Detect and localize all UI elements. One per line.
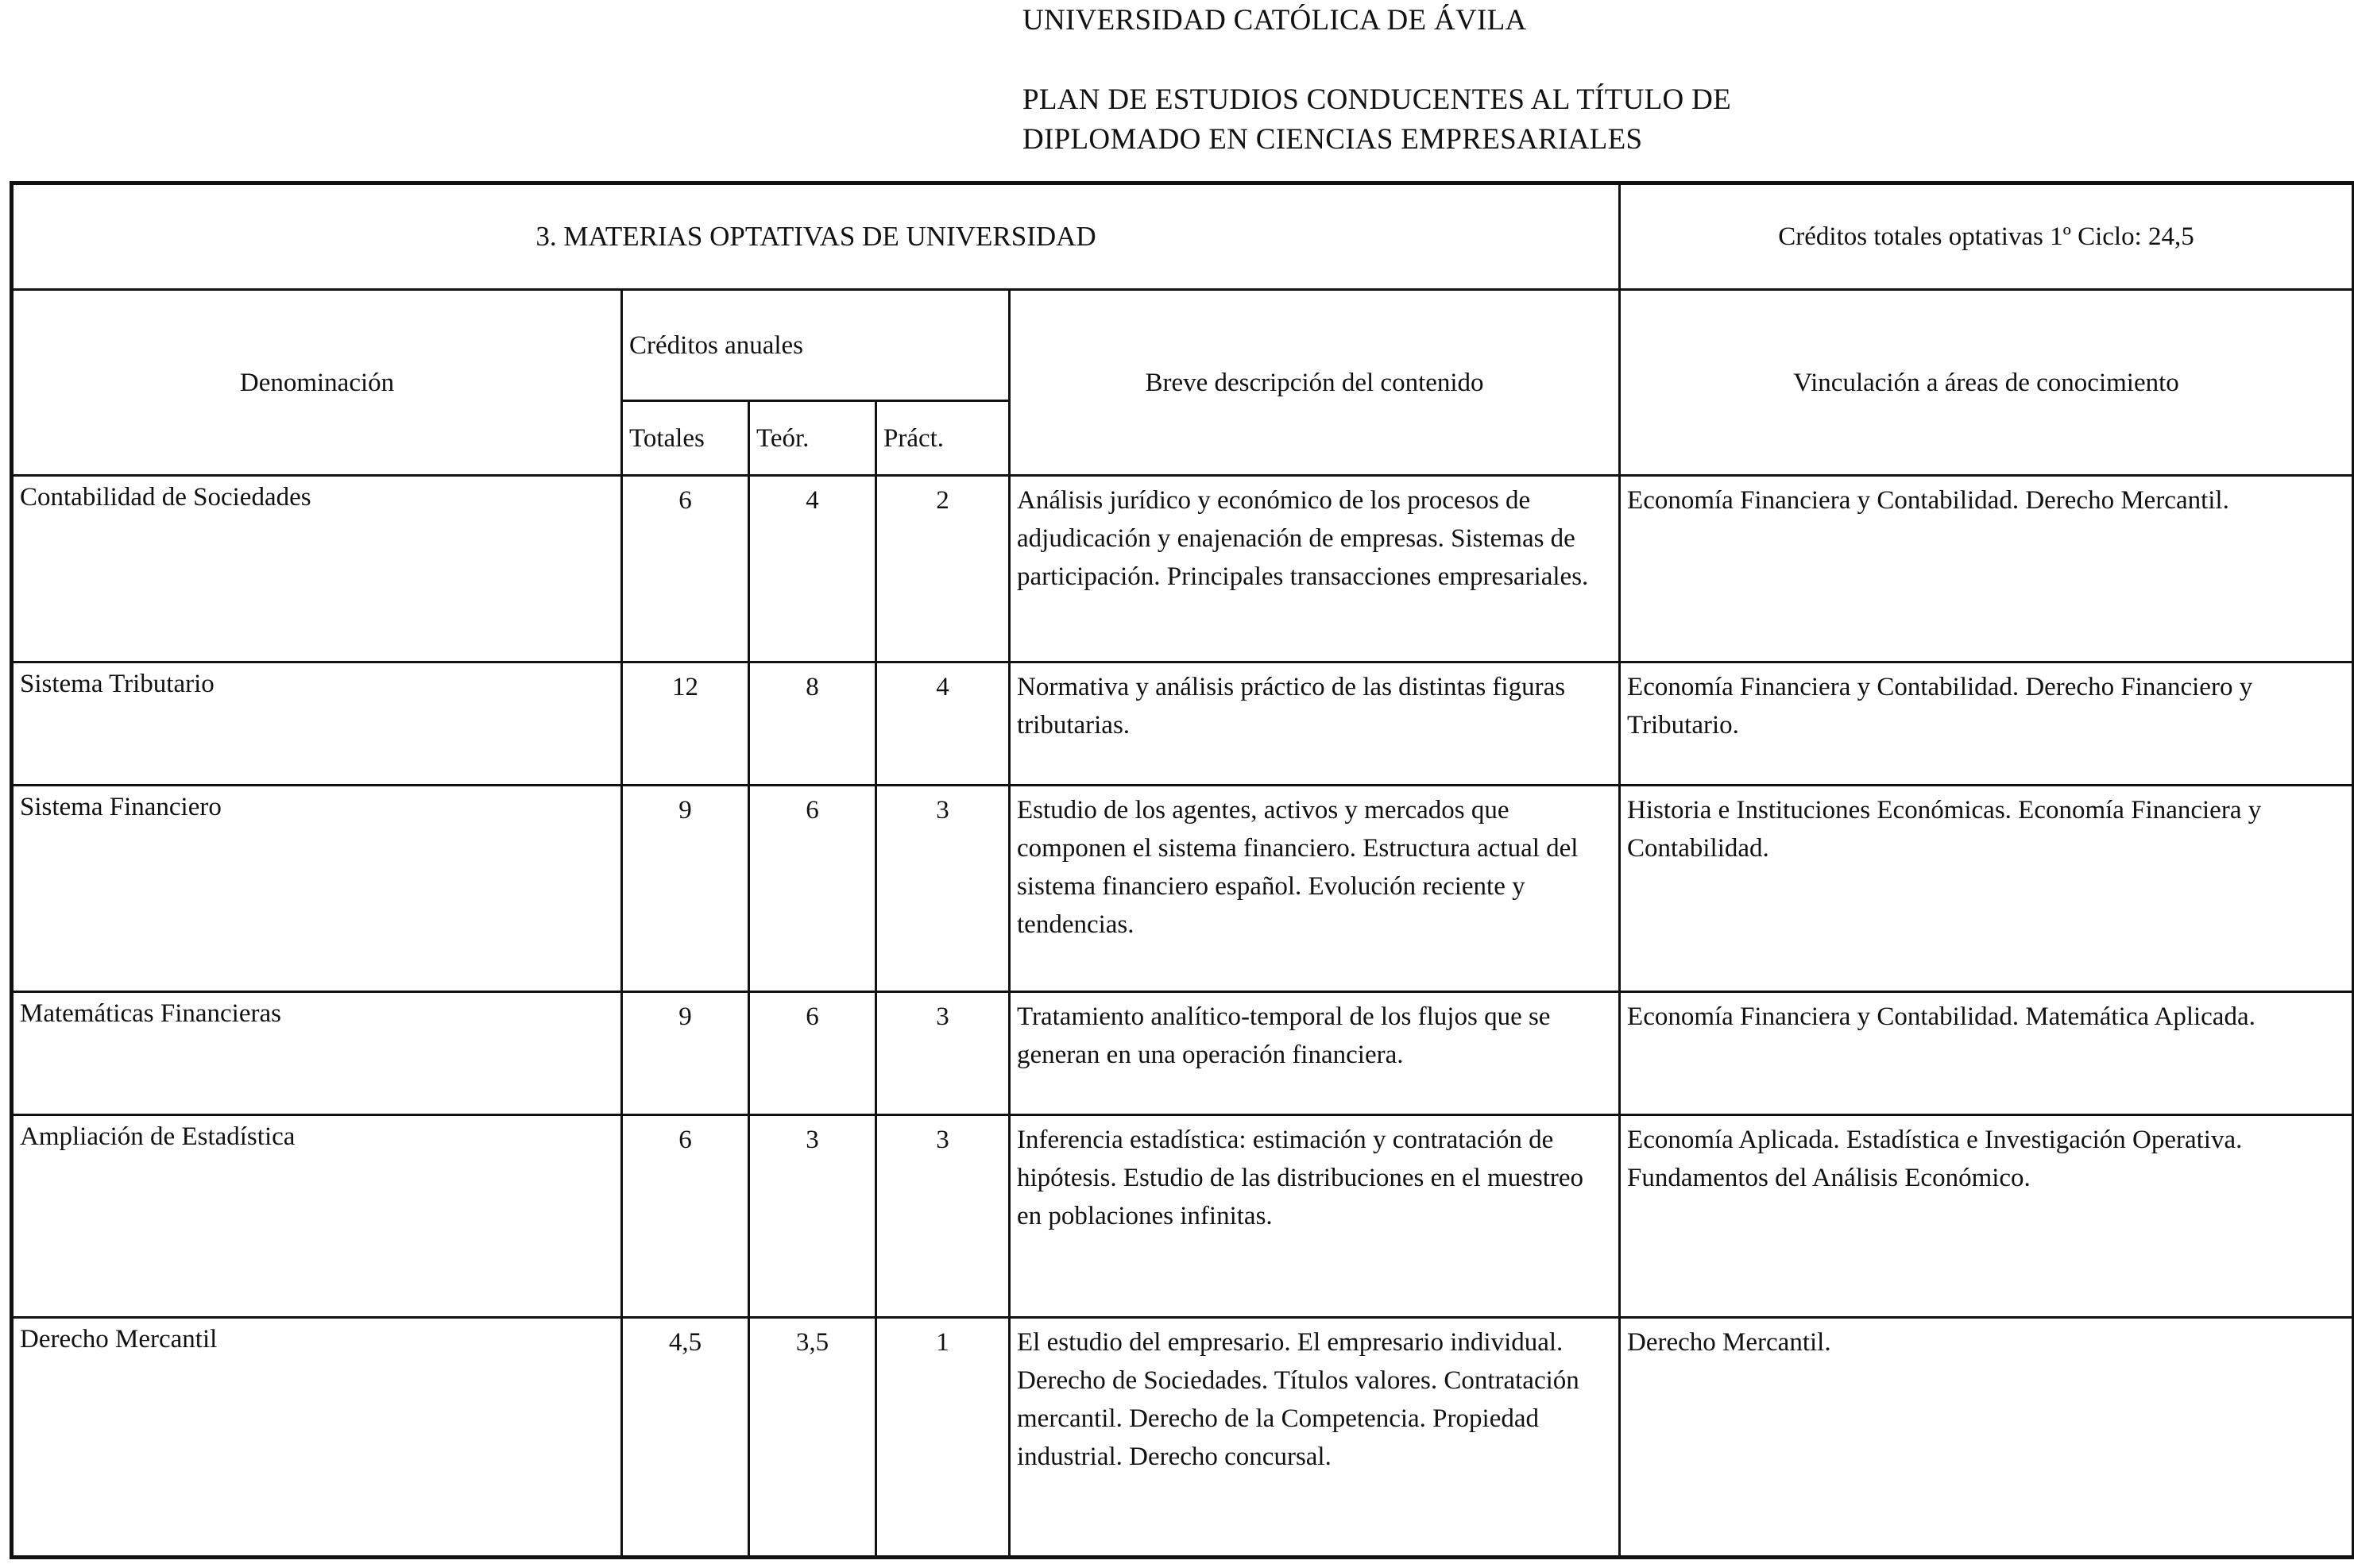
subject-areas: Economía Financiera y Contabilidad. Derecho Mercantil. <box>1620 476 2354 662</box>
subject-description: Estudio de los agentes, activos y mercados que componen el sistema financiero. Estructura actual del sistema financiero español. Evolución reciente y tendencias. <box>1010 786 1620 992</box>
credits-totales: 12 <box>622 662 749 786</box>
university-name: UNIVERSIDAD CATÓLICA DE ÁVILA <box>1022 4 1527 37</box>
subject-name: Matemáticas Financieras <box>12 992 622 1115</box>
plan-title-line-1: PLAN DE ESTUDIOS CONDUCENTES AL TÍTULO DE <box>1022 83 1732 116</box>
col-header-descripcion: Breve descripción del contenido <box>1010 290 1620 476</box>
column-header-row-1 <box>12 290 2354 401</box>
subject-name: Derecho Mercantil <box>12 1318 622 1558</box>
subject-name: Sistema Tributario <box>12 662 622 786</box>
section-title: 3. MATERIAS OPTATIVAS DE UNIVERSIDAD <box>12 183 1620 290</box>
credits-teor: 6 <box>749 786 876 992</box>
title-row <box>12 183 2354 290</box>
subject-description: El estudio del empresario. El empresario individual. Derecho de Sociedades. Títulos valores. Contratación mercantil. Derecho de la Competencia. Propiedad industrial. Derecho concursal. <box>1010 1318 1620 1558</box>
table-row <box>12 1115 2354 1318</box>
credits-pract: 1 <box>876 1318 1010 1558</box>
credits-totales: 4,5 <box>622 1318 749 1558</box>
credits-totales: 6 <box>622 1115 749 1318</box>
table-row <box>12 786 2354 992</box>
col-header-creditos-anuales: Créditos anuales <box>622 290 1010 401</box>
subject-areas: Historia e Instituciones Económicas. Economía Financiera y Contabilidad. <box>1620 786 2354 992</box>
credits-totales: 6 <box>622 476 749 662</box>
table-row <box>12 992 2354 1115</box>
subject-name: Contabilidad de Sociedades <box>12 476 622 662</box>
table-row <box>12 662 2354 786</box>
subject-description: Inferencia estadística: estimación y contratación de hipótesis. Estudio de las distribuciones en el muestreo en poblaciones infinitas. <box>1010 1115 1620 1318</box>
subject-name: Ampliación de Estadística <box>12 1115 622 1318</box>
credits-pract: 3 <box>876 1115 1010 1318</box>
subject-description: Análisis jurídico y económico de los procesos de adjudicación y enajenación de empresas. Sistemas de participación. Principales transacciones empresariales. <box>1010 476 1620 662</box>
subject-description: Tratamiento analítico-temporal de los flujos que se generan en una operación financiera. <box>1010 992 1620 1115</box>
subject-areas: Economía Financiera y Contabilidad. Matemática Aplicada. <box>1620 992 2354 1115</box>
table-row <box>12 476 2354 662</box>
credits-totales: 9 <box>622 786 749 992</box>
credits-teor: 3 <box>749 1115 876 1318</box>
plan-title-line-2: DIPLOMADO EN CIENCIAS EMPRESARIALES <box>1022 123 1643 156</box>
col-header-pract: Práct. <box>876 401 1010 476</box>
subject-areas: Derecho Mercantil. <box>1620 1318 2354 1558</box>
total-credits: Créditos totales optativas 1º Ciclo: 24,5 <box>1620 183 2354 290</box>
credits-pract: 3 <box>876 786 1010 992</box>
subject-areas: Economía Aplicada. Estadística e Investigación Operativa. Fundamentos del Análisis Económico. <box>1620 1115 2354 1318</box>
credits-teor: 3,5 <box>749 1318 876 1558</box>
col-header-denominacion: Denominación <box>12 290 622 476</box>
credits-teor: 8 <box>749 662 876 786</box>
credits-pract: 3 <box>876 992 1010 1115</box>
table-row <box>12 1318 2354 1558</box>
col-header-teor: Teór. <box>749 401 876 476</box>
credits-pract: 2 <box>876 476 1010 662</box>
subject-description: Normativa y análisis práctico de las distintas figuras tributarias. <box>1010 662 1620 786</box>
subject-areas: Economía Financiera y Contabilidad. Derecho Financiero y Tributario. <box>1620 662 2354 786</box>
credits-teor: 6 <box>749 992 876 1115</box>
subject-name: Sistema Financiero <box>12 786 622 992</box>
optional-subjects-table <box>10 181 2354 1559</box>
credits-pract: 4 <box>876 662 1010 786</box>
col-header-vinculacion: Vinculación a áreas de conocimiento <box>1620 290 2354 476</box>
credits-teor: 4 <box>749 476 876 662</box>
credits-totales: 9 <box>622 992 749 1115</box>
col-header-totales: Totales <box>622 401 749 476</box>
